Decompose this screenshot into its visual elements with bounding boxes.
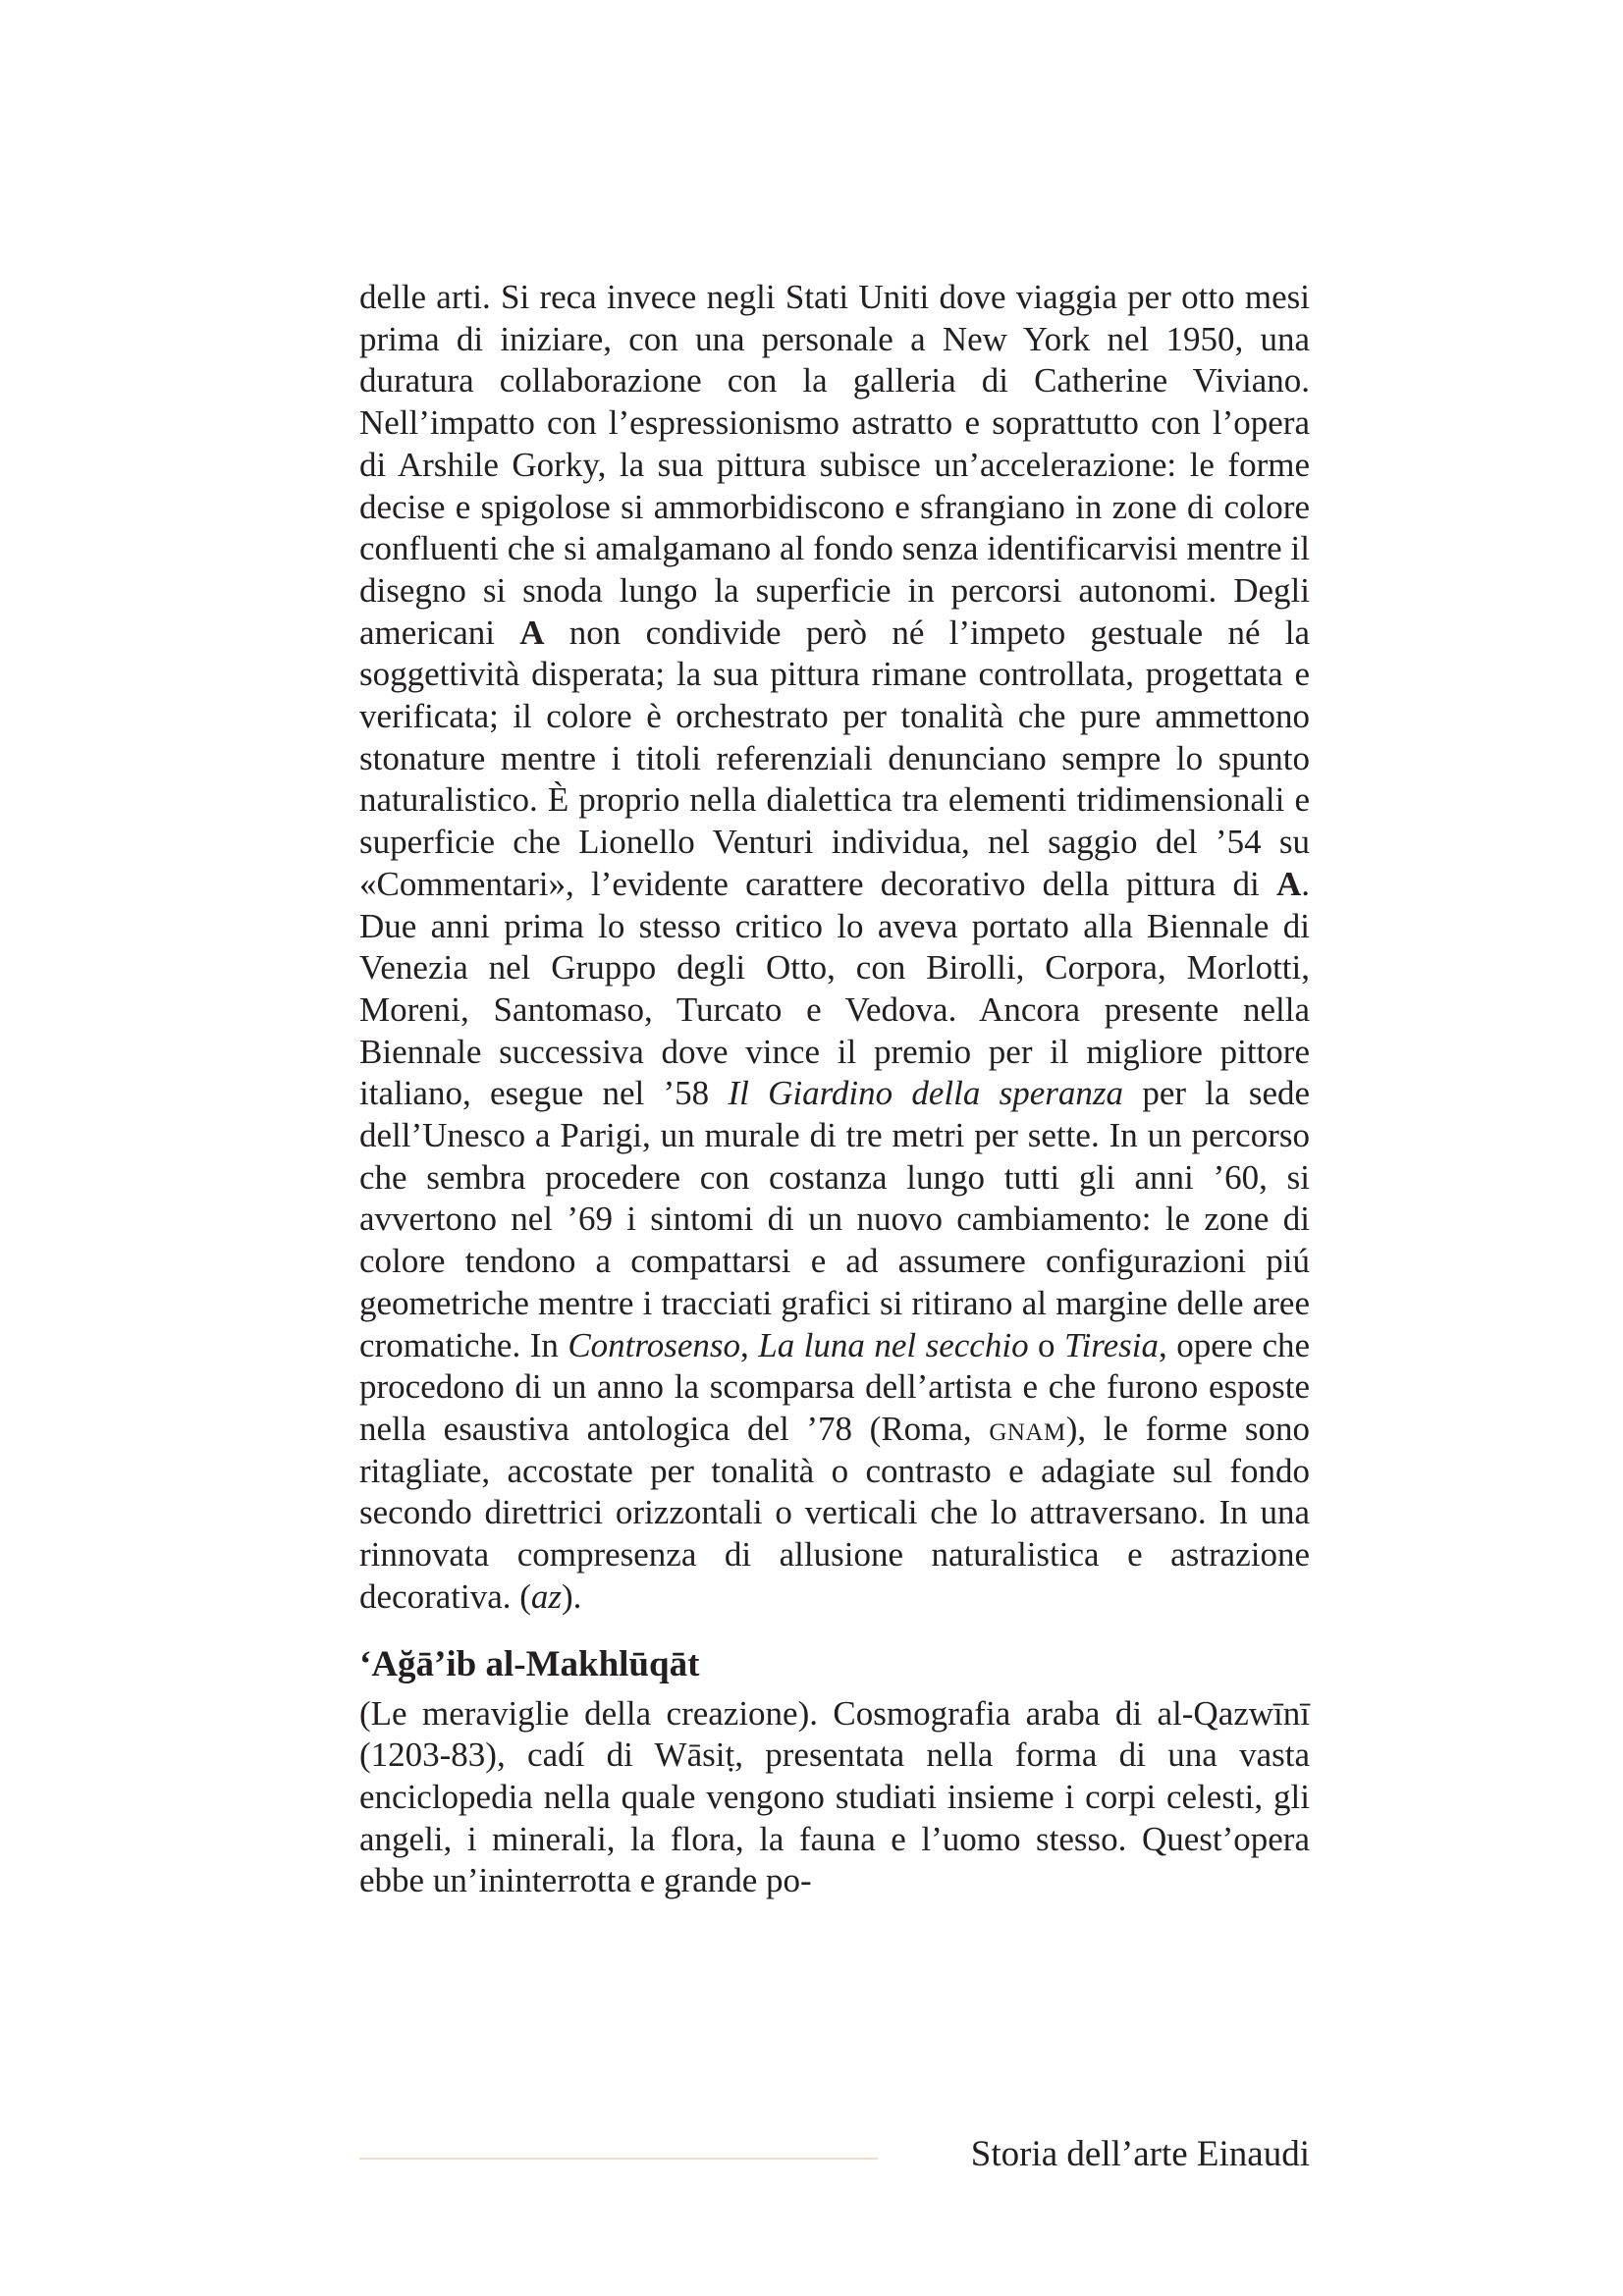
entry-paragraph: (Le meraviglie della creazione). Cosmografia araba di al-Qazwīnī (1203-83), cadí di Wāsiṭ, presentata nella forma di una vasta enciclopedia nella quale vengono studiati insieme i corpi celesti, gli angeli, i minerali, la flora, la fauna e l’uomo stesso. Quest’opera ebbe un’ininterrotta e grande po- [359, 1693, 1310, 1900]
paragraph-text-7: ). [562, 1576, 582, 1616]
paragraph-text-6: ), le forme sono ritagliate, accostate per tonalità o contrasto e adagiate sul fondo secondo direttrici orizzontali o verticali che lo attraversano. In una rinnovata compresenza di allusione naturalistica e astrazione decorativa. ( [359, 1409, 1310, 1616]
footer-title: Storia dell’arte Einaudi [970, 2134, 1310, 2174]
author-initials: az [530, 1576, 563, 1616]
paragraph-text-1: delle arti. Si reca invece negli Stati Uniti dove viaggia per otto mesi prima di iniziare, con una personale a New York nel 1950, una duratura collaborazione con la galleria di Catherine Viviano. Nell’impatto con l’espressionismo astratto e soprattutto con l’opera di Arshile Gorky, la sua pittura subisce un’accelerazione: le forme decise e spigolose si ammorbidiscono e sfrangiano in zone di colore confluenti che si amalgamano al fondo senza identificarvisi mentre il disegno si snoda lungo la superficie in percorsi autonomi. Degli americani [359, 278, 1310, 652]
paragraph-text-5: , opere che procedono di un anno la scomparsa dell’artista e che furono esposte nella esaustiva antologica del ’78 (Roma, [359, 1325, 1311, 1448]
artwork-title-tiresia: Tiresia [1064, 1325, 1160, 1364]
entry-heading: ‘Ağā’ib al-Makhlūqāt [359, 1643, 700, 1684]
paragraph-text-2: non condivide però né l’impeto gestuale né la soggettività disperata; la sua pittura rimane controllata, progettata e verificata; il colore è orchestrato per tonalità che pure ammettono stonature mentre i titoli referenziali denunciano sempre lo spunto naturalistico. È proprio nella dialettica tra elementi tridimensionali e superficie che Lionello Venturi individua, nel saggio del ’54 su «Commentari», l’evidente carattere decorativo della pittura di [359, 613, 1311, 903]
main-text-column [359, 277, 1310, 1902]
separator-o: o [1028, 1325, 1065, 1364]
paragraph-text-3: . Due anni prima lo stesso critico lo aveva portato alla Biennale di Venezia nel Gruppo degli Otto, con Birolli, Corpora, Morlotti, Moreni, Santomaso, Turcato e Vedova. Ancora presente nella Biennale successiva dove vince il premio per il migliore pittore italiano, esegue nel ’58 [359, 864, 1310, 1113]
artwork-title-controsenso: Controsenso [568, 1325, 740, 1364]
artwork-title-luna: La luna nel secchio [758, 1325, 1029, 1364]
institution-abbreviation: gnam [989, 1409, 1066, 1448]
artist-initial-bold: A [1275, 864, 1302, 903]
artist-initial-bold: A [519, 613, 545, 652]
biography-paragraph [359, 277, 1310, 1619]
footer-rule [359, 2158, 878, 2160]
paragraph-text-4: per la sede dell’Unesco a Parigi, un murale di tre metri per sette. In un percorso che sembra procedere con costanza lungo tutti gli anni ’60, si avvertono nel ’69 i sintomi di un nuovo cambiamento: le zone di colore tendono a compattarsi e ad assumere configurazioni piú geometriche mentre i tracciati grafici si ritirano al margine delle aree cromatiche. In [359, 1074, 1311, 1364]
separator-comma: , [740, 1325, 759, 1364]
artwork-title-giardino: Il Giardino della speranza [728, 1074, 1124, 1113]
